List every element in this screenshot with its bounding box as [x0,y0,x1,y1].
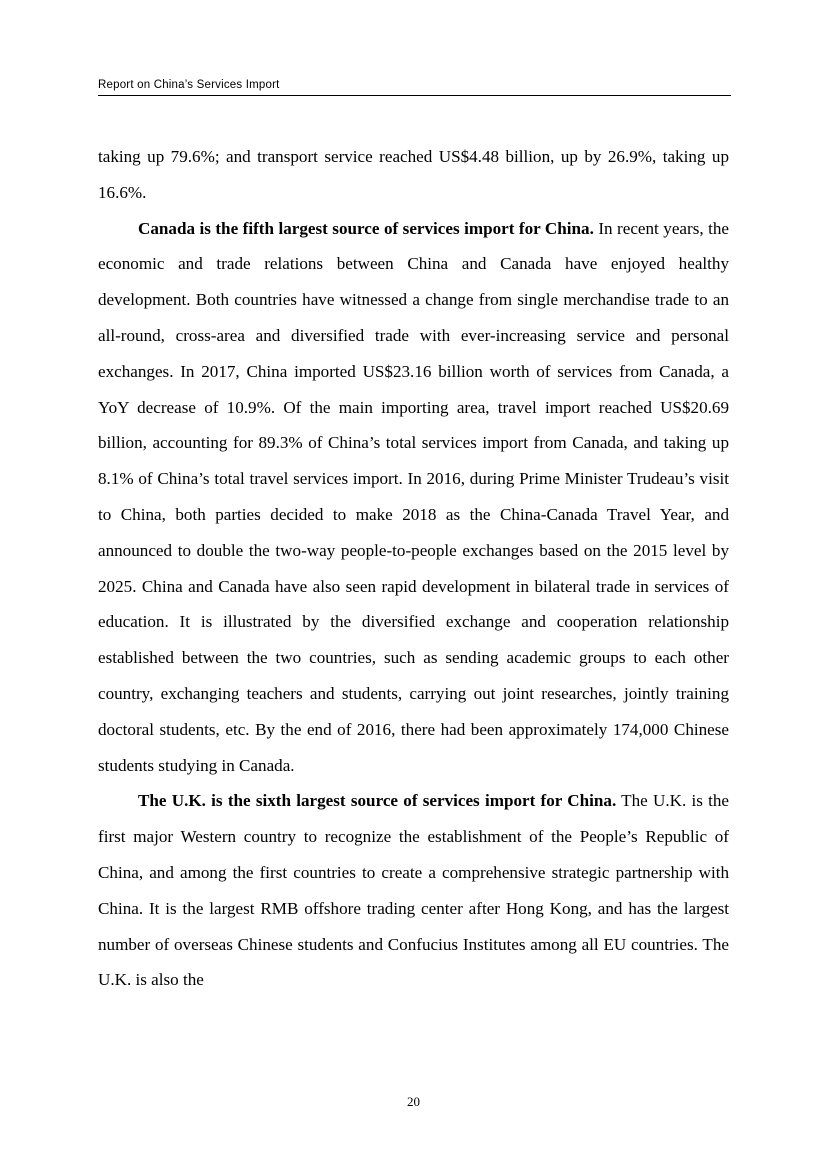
paragraph-uk-text: The U.K. is the first major Western country to recognize the establishment of the People’s Republic of China, and among the first countries to create a comprehensive strategic partnership with China. It is the largest RMB offshore trading center after Hong Kong, and has the largest number of overseas Chinese students and Confucius Institutes among all EU countries. The U.K. is also the [98,791,729,990]
paragraph-canada-text: In recent years, the economic and trade relations between China and Canada have enjoyed healthy development. Both countries have witnessed a change from single merchandise trade to an all-round, cross-area and diversified trade with ever-increasing service and personal exchanges. In 2017, China imported US$23.16 billion worth of services from Canada, a YoY decrease of 10.9%. Of the main importing area, travel import reached US$20.69 billion, accounting for 89.3% of China’s total services import from Canada, and taking up 8.1% of China’s total travel services import. In 2016, during Prime Minister Trudeau’s visit to China, both parties decided to make 2018 as the China-Canada Travel Year, and announced to double the two-way people-to-people exchanges based on the 2015 level by 2025. China and Canada have also seen rapid development in bilateral trade in services of education. It is illustrated by the diversified exchange and cooperation relationship established between the two countries, such as sending academic groups to each other country, exchanging teachers and students, carrying out joint researches, jointly training doctoral students, etc. By the end of 2016, there had been approximately 174,000 Chinese students studying in Canada. [98,218,729,775]
paragraph-canada-lead: Canada is the fifth largest source of services import for China. [138,218,594,238]
paragraph-canada [98,211,729,784]
paragraph-uk-lead: The U.K. is the sixth largest source of services import for China. [138,791,617,811]
paragraph-uk [98,783,729,998]
running-header-title: Report on China’s Services Import [98,79,280,91]
paragraph-continuation: taking up 79.6%; and transport service reached US$4.48 billion, up by 26.9%, taking up 16.6%. [98,147,729,202]
body-text [98,139,729,998]
running-header [98,77,731,96]
page-number: 20 [407,1094,420,1109]
